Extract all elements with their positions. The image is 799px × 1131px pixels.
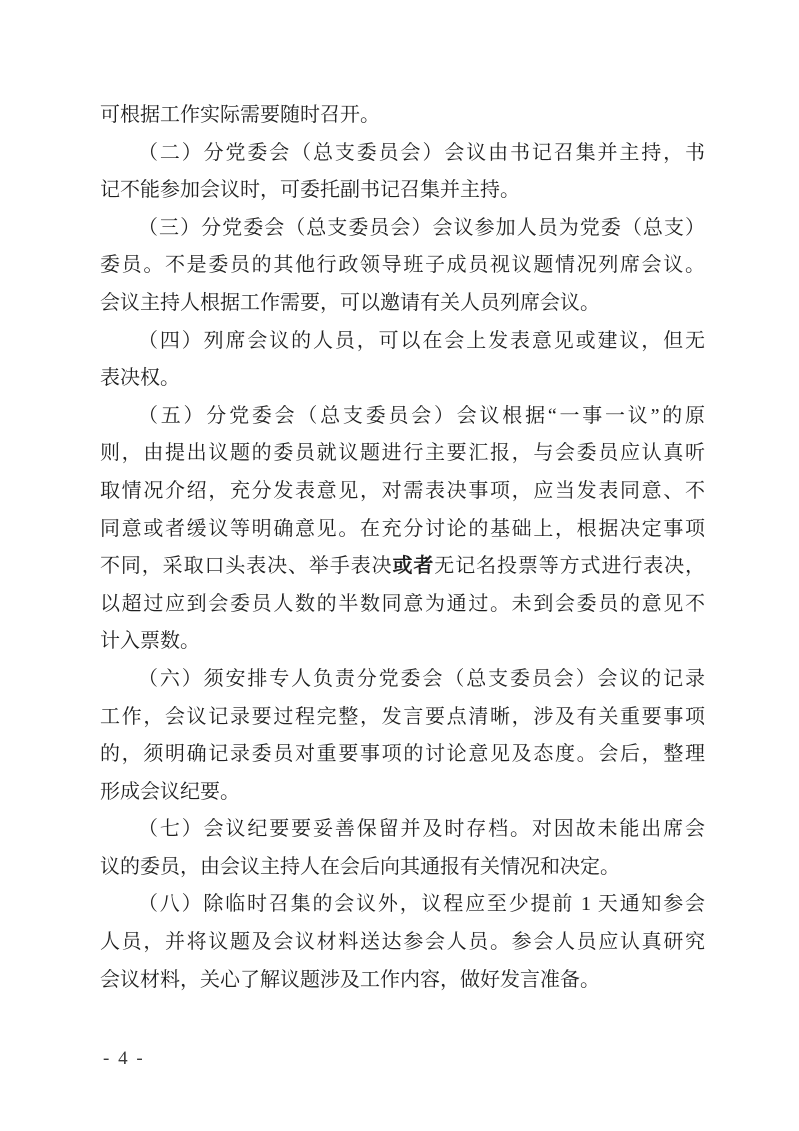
text-line (100, 473, 705, 511)
text-segment: 形成会议纪要。 (100, 780, 240, 803)
text-line (100, 774, 705, 812)
text-segment: 会议主持人根据工作需要，可以邀请有关人员列席会议。 (100, 291, 600, 314)
text-line (100, 736, 705, 774)
text-segment: 议的委员，由会议主持人在会后向其通报有关情况和决定。 (100, 855, 620, 878)
text-line (100, 699, 705, 737)
text-segment: （七）会议纪要要妥善保留并及时存档。对因故未能出席会 (138, 818, 705, 841)
text-line (100, 97, 705, 135)
paragraph-8 (100, 886, 705, 999)
text-line (100, 398, 705, 436)
text-segment: 可根据工作实际需要随时召开。 (100, 104, 380, 126)
page-number: - 4 - (103, 1048, 145, 1069)
text-segment: 记不能参加会议时，可委托副书记召集并主持。 (100, 179, 520, 202)
text-line (100, 811, 705, 849)
text-segment: 工作，会议记录要过程完整，发言要点清晰，涉及有关重要事项 (100, 705, 705, 728)
text-line (100, 210, 705, 248)
text-line (100, 623, 705, 661)
text-line (100, 886, 705, 924)
text-line (100, 548, 705, 586)
paragraph-1 (100, 97, 705, 135)
text-segment: 则，由提出议题的委员就议题进行主要汇报，与会委员应认真听 (100, 442, 705, 465)
text-segment: 取情况介绍，充分发表意见，对需表决事项，应当发表同意、不 (100, 479, 705, 502)
text-segment: 委员。不是委员的其他行政领导班子成员视议题情况列席会议。 (100, 254, 705, 277)
bold-emphasis: 或者 (392, 555, 435, 578)
text-segment: 人员，并将议题及会议材料送达参会人员。参会人员应认真研究 (100, 931, 705, 954)
text-segment: （三）分党委会（总支委员会）会议参加人员为党委（总支） (138, 216, 705, 239)
text-segment: （四）列席会议的人员，可以在会上发表意见或建议，但无 (138, 329, 705, 352)
text-segment: 无记名投票等方式进行表决， (434, 555, 705, 578)
text-line (100, 135, 705, 173)
text-segment: （二）分党委会（总支委员会）会议由书记召集并主持，书 (138, 141, 705, 164)
text-segment: 不同，采取口头表决、举手表决 (100, 555, 393, 578)
text-segment: （五）分党委会（总支委员会）会议根据“一事一议”的原 (138, 404, 705, 427)
text-segment: （八）除临时召集的会议外，议程应至少提前 1 天通知参会 (138, 893, 705, 916)
text-segment: 以超过应到会委员人数的半数同意为通过。未到会委员的意见不 (100, 592, 705, 615)
text-segment: 的，须明确记录委员对重要事项的讨论意见及态度。会后，整理 (100, 743, 705, 766)
paragraph-5 (100, 398, 705, 661)
text-line (100, 962, 705, 1000)
paragraph-4 (100, 323, 705, 398)
text-segment: 会议材料，关心了解议题涉及工作内容，做好发言准备。 (100, 968, 600, 991)
text-line (100, 247, 705, 285)
text-line (100, 323, 705, 361)
text-segment: （六）须安排专人负责分党委会（总支委员会）会议的记录 (138, 667, 705, 690)
text-line (100, 924, 705, 962)
paragraph-2 (100, 135, 705, 210)
text-line (100, 661, 705, 699)
text-line (100, 849, 705, 887)
text-line (100, 285, 705, 323)
text-line (100, 435, 705, 473)
paragraph-7 (100, 811, 705, 886)
text-line (100, 172, 705, 210)
document-body (100, 97, 705, 999)
text-line (100, 360, 705, 398)
text-segment: 表决权。 (100, 367, 180, 390)
text-segment: 同意或者缓议等明确意见。在充分讨论的基础上，根据决定事项 (100, 517, 705, 540)
paragraph-6 (100, 661, 705, 811)
text-line (100, 586, 705, 624)
paragraph-3 (100, 210, 705, 323)
text-line (100, 511, 705, 549)
text-segment: 计入票数。 (100, 630, 200, 653)
